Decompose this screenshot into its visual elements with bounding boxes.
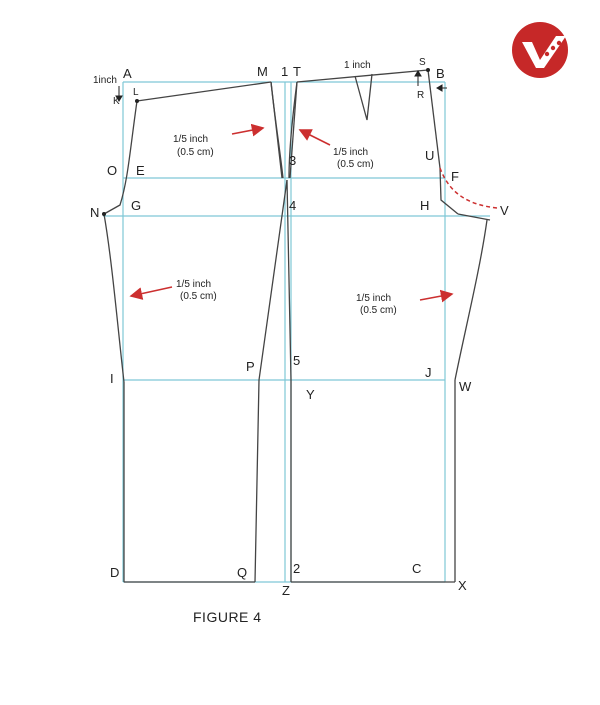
label-v: V <box>500 203 509 218</box>
note-one-inch-top: 1 inch <box>344 60 371 71</box>
arrow-front-mid <box>131 287 172 296</box>
label-l: L <box>133 87 139 98</box>
brand-logo-icon <box>512 22 568 78</box>
note-back-mid-cm: (0.5 cm) <box>360 305 397 316</box>
label-s: S <box>419 57 426 68</box>
label-t: T <box>293 64 301 79</box>
label-e: E <box>136 163 145 178</box>
back-leg-outer <box>458 214 490 220</box>
note-one-inch-left: 1inch <box>93 75 117 86</box>
pattern-outline <box>104 70 490 582</box>
back-outseam <box>455 220 487 380</box>
front-waist <box>137 82 271 101</box>
label-n: N <box>90 205 100 220</box>
label-r: R <box>417 90 425 101</box>
front-crotch-curve <box>104 214 124 382</box>
label-w: W <box>459 379 472 394</box>
note-back-upper-inch: 1/5 inch <box>333 147 369 158</box>
label-z: Z <box>282 583 290 598</box>
back-crotch-extension <box>440 168 497 208</box>
note-front-mid-cm: (0.5 cm) <box>180 291 217 302</box>
note-front-upper-inch: 1/5 inch <box>173 134 209 145</box>
label-h: H <box>420 198 430 213</box>
label-j: J <box>425 365 432 380</box>
label-y: Y <box>306 387 315 402</box>
back-waist <box>297 70 428 82</box>
label-d: D <box>110 565 120 580</box>
label-o: O <box>107 163 118 178</box>
label-g: G <box>131 198 142 213</box>
arrow-front-upper <box>232 128 263 134</box>
point-dots <box>102 68 430 216</box>
back-dart <box>355 74 372 120</box>
label-f: F <box>451 169 459 184</box>
front-leg-inner <box>255 180 287 582</box>
note-back-upper-cm: (0.5 cm) <box>337 159 374 170</box>
measurement-notes <box>93 60 397 316</box>
label-p: P <box>246 359 255 374</box>
label-n2: 2 <box>293 561 301 576</box>
label-m: M <box>257 64 268 79</box>
label-n5: 5 <box>293 353 301 368</box>
label-u: U <box>425 148 435 163</box>
arrow-back-upper <box>300 130 330 145</box>
label-q: Q <box>237 565 248 580</box>
note-front-upper-cm: (0.5 cm) <box>177 147 214 158</box>
label-i: I <box>110 371 114 386</box>
label-k: K <box>113 96 120 107</box>
front-dart-left <box>271 82 283 178</box>
note-back-mid-inch: 1/5 inch <box>356 293 392 304</box>
label-a: A <box>123 66 132 81</box>
note-front-mid-inch: 1/5 inch <box>176 279 212 290</box>
label-n1: 1 <box>281 64 289 79</box>
arrow-back-mid <box>420 294 452 300</box>
label-n3: 3 <box>289 153 297 168</box>
figure-caption: FIGURE 4 <box>193 609 262 625</box>
label-c: C <box>412 561 422 576</box>
label-n4: 4 <box>289 198 297 213</box>
label-x: X <box>458 578 467 593</box>
label-b: B <box>436 66 445 81</box>
point-labels <box>90 57 509 598</box>
